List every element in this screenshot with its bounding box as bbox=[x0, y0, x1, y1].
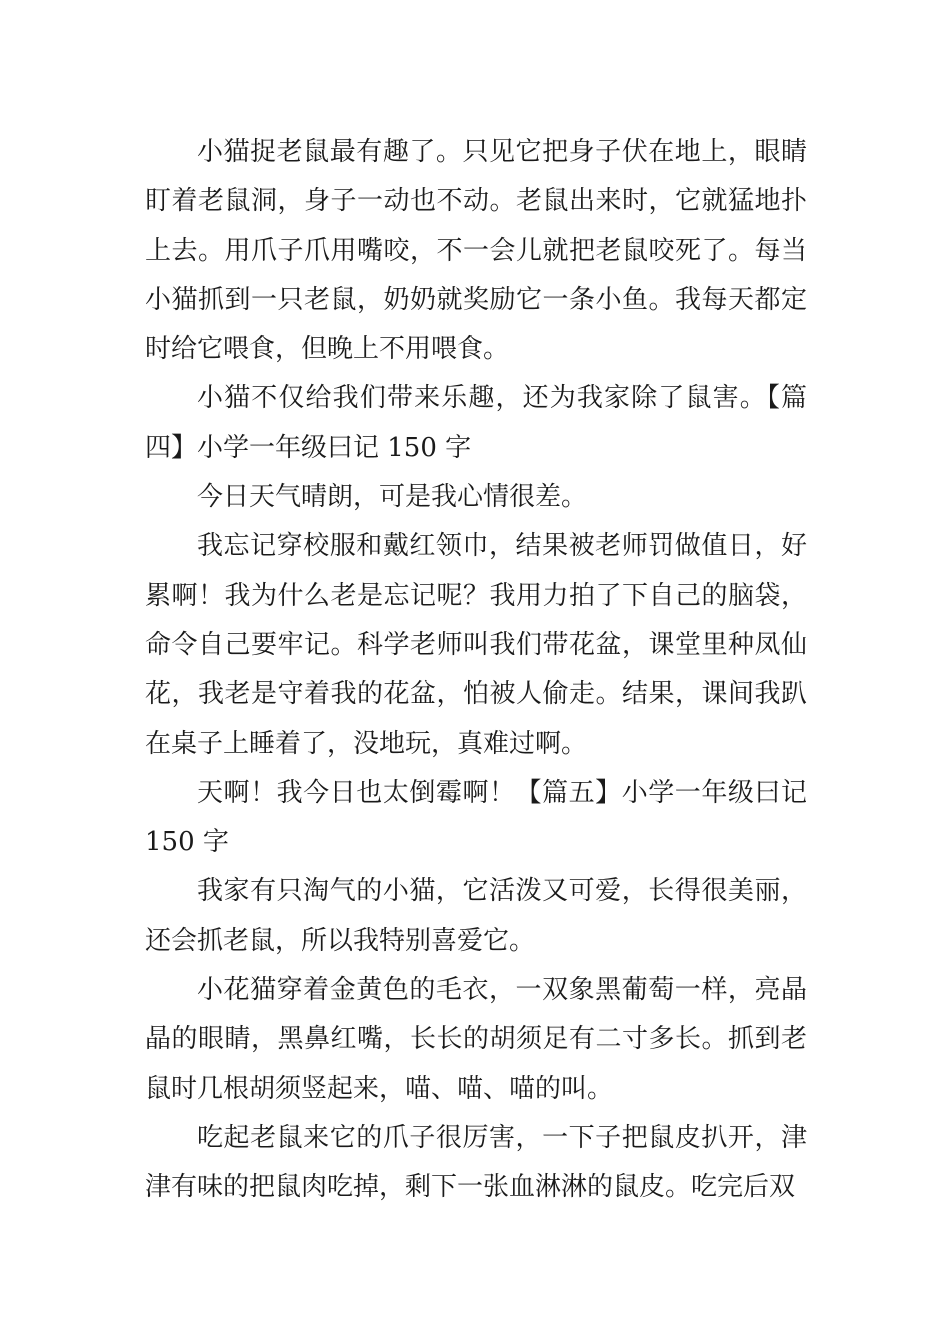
paragraph: 我家有只淘气的小猫，它活泼又可爱，长得很美丽，还会抓老鼠，所以我特别喜爱它。 bbox=[145, 876, 807, 956]
paragraph: 小猫不仅给我们带来乐趣，还为我家除了鼠害。【篇四】小学一年级曰记 150 字 bbox=[145, 383, 807, 463]
paragraph: 今日天气晴朗，可是我心情很差。 bbox=[197, 482, 588, 513]
document-body bbox=[145, 128, 807, 1213]
paragraph: 天啊！我今日也太倒霉啊！【篇五】小学一年级曰记 150 字 bbox=[145, 777, 807, 858]
paragraph: 小花猫穿着金黄色的毛衣，一双象黑葡萄一样，亮晶晶的眼睛，黑鼻红嘴，长长的胡须足有二寸多长。抓到老鼠时几根胡须竖起来，喵、喵、喵的叫。 bbox=[145, 975, 807, 1104]
paragraph: 吃起老鼠来它的爪子很厉害，一下子把鼠皮扒开，津津有味的把鼠肉吃掉，剩下一张血淋淋的鼠皮。吃完后双 bbox=[145, 1122, 807, 1203]
paragraph: 小猫捉老鼠最有趣了。只见它把身子伏在地上，眼睛盯着老鼠洞，身子一动也不动。老鼠出来时，它就猛地扑上去。用爪子爪用嘴咬，不一会儿就把老鼠咬死了。每当小猫抓到一只老鼠，奶奶就奖励它一条小鱼。我每天都定时给它喂食，但晚上不用喂食。 bbox=[145, 137, 807, 365]
paragraph: 我忘记穿校服和戴红领巾，结果被老师罚做值日，好累啊！我为什么老是忘记呢？我用力拍了下自己的脑袋，命令自己要牢记。科学老师叫我们带花盆，课堂里种凤仙花，我老是守着我的花盆，怕被人偷走。结果，课间我趴在桌子上睡着了，没地玩，真难过啊。 bbox=[145, 531, 807, 759]
